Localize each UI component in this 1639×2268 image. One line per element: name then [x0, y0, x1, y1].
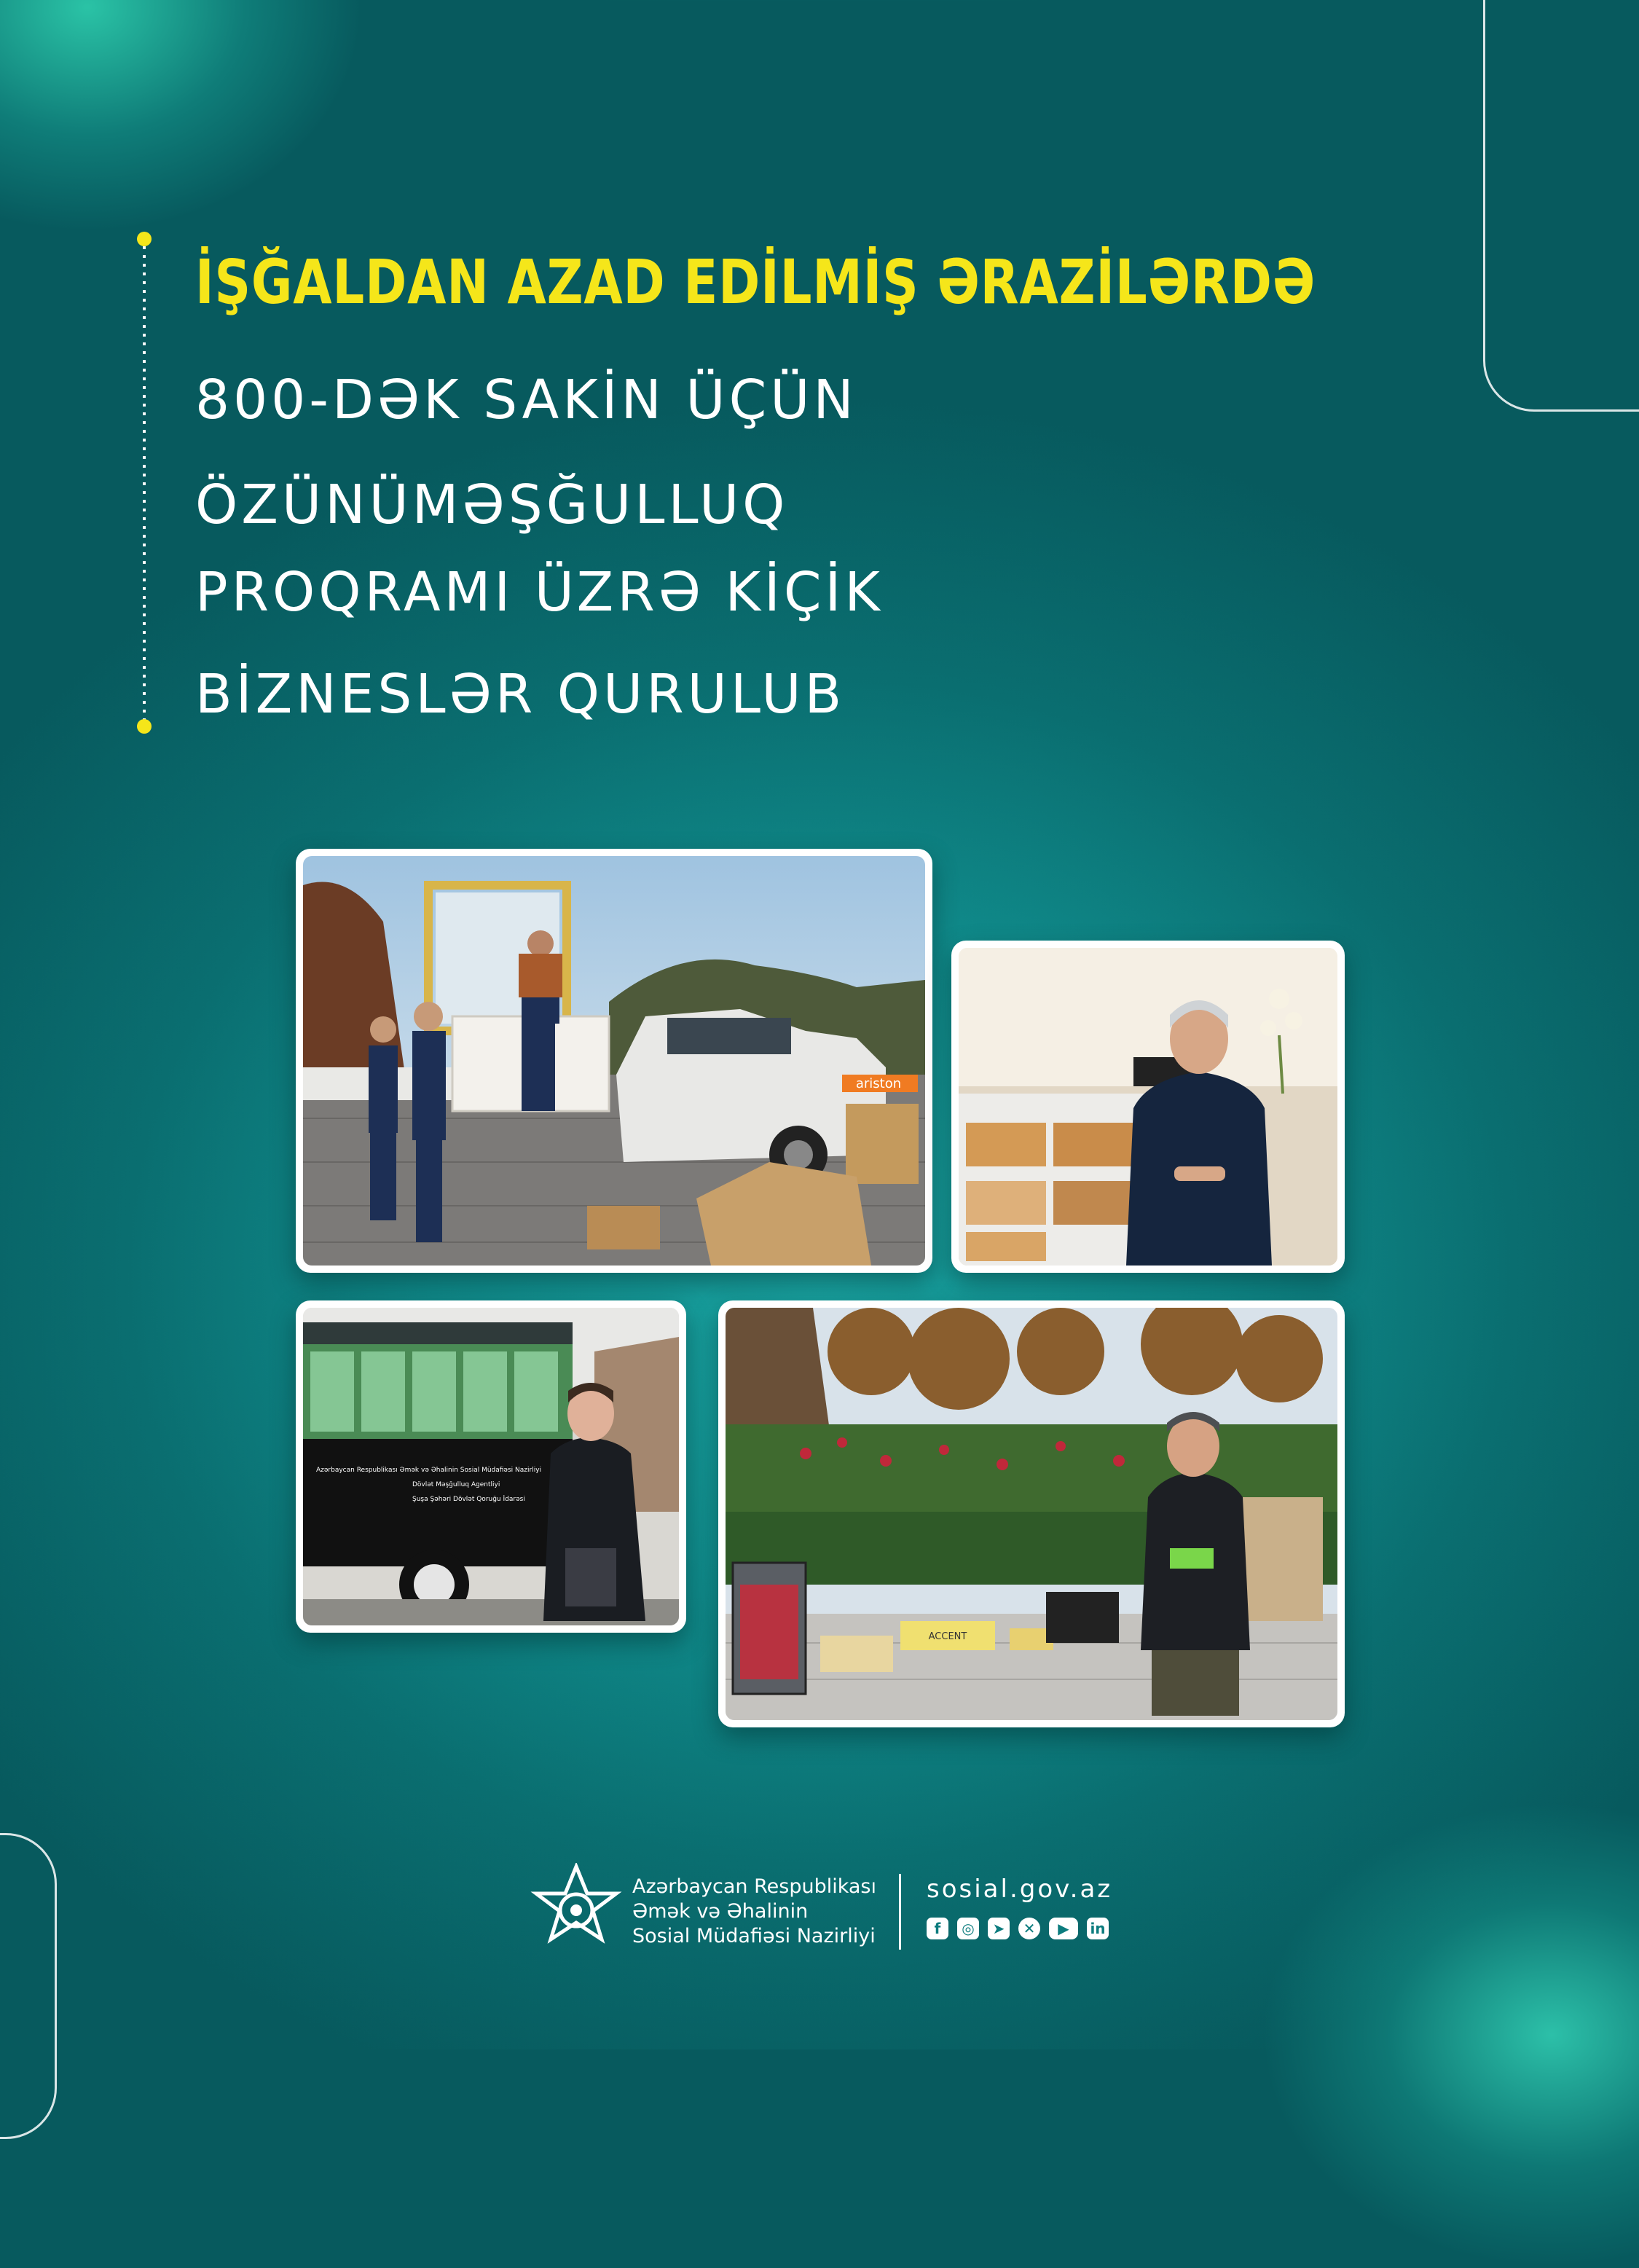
footer-divider	[899, 1874, 901, 1950]
ministry-name	[632, 1875, 876, 1949]
kiosk-label-shusha: Şuşa Şəhəri Dövlət Qoruğu İdarəsi	[412, 1496, 525, 1503]
title-line-dot-bottom	[137, 719, 152, 734]
ministry-name-line-2: Əmək və Əhalinin	[632, 1900, 809, 1923]
kiosk-label-ministry: Azərbaycan Respublikası Əmək və Əhalinin Sosial Müdafiəsi Nazirliyi	[316, 1467, 542, 1474]
decorative-frame-top-right	[1483, 0, 1639, 412]
linkedin-icon[interactable]: in	[1087, 1918, 1109, 1939]
facebook-icon[interactable]: f	[927, 1918, 948, 1939]
headline-line-4: BİZNESLƏR QURULUB	[195, 663, 846, 726]
corner-glow-top-left	[0, 0, 364, 233]
truck-brand-label: ariston	[855, 1076, 902, 1091]
ministry-logo	[529, 1863, 624, 1958]
headline-highlight: İŞĞALDAN AZAD EDİLMİŞ ƏRAZİLƏRDƏ	[195, 246, 1316, 318]
youtube-icon[interactable]: ▶	[1049, 1918, 1078, 1939]
instagram-icon[interactable]: ◎	[957, 1918, 979, 1939]
corner-glow-bottom-right	[1260, 1802, 1639, 2268]
website-link[interactable]: sosial.gov.az	[927, 1875, 1113, 1904]
photo-furniture-delivery	[296, 849, 932, 1273]
photo-tools-garden	[718, 1300, 1345, 1727]
kiosk-label-agency: Dövlət Məşğulluq Agentliyi	[412, 1481, 500, 1488]
title-dotted-line	[143, 238, 146, 727]
x-icon[interactable]: ✕	[1018, 1918, 1040, 1939]
tool-box-label: ACCENT	[928, 1631, 967, 1642]
title-line-dot-top	[137, 232, 152, 246]
headline-line-3: PROQRAMI ÜZRƏ KİÇİK	[195, 561, 884, 624]
headline-line-2: ÖZÜNÜMƏŞĞULLUQ	[195, 474, 789, 536]
telegram-icon[interactable]: ➤	[988, 1918, 1010, 1939]
photo-mobile-kiosk	[296, 1300, 686, 1633]
headline-line-1: 800-DƏK SAKİN ÜÇÜN	[195, 369, 857, 431]
decorative-frame-bottom-left	[0, 1833, 57, 2139]
ministry-name-line-3: Sosial Müdafiəsi Nazirliyi	[632, 1925, 876, 1947]
photo-bakery-owner	[951, 941, 1345, 1273]
social-icons	[927, 1918, 1109, 1939]
ministry-name-line-1: Azərbaycan Respublikası	[632, 1875, 876, 1898]
